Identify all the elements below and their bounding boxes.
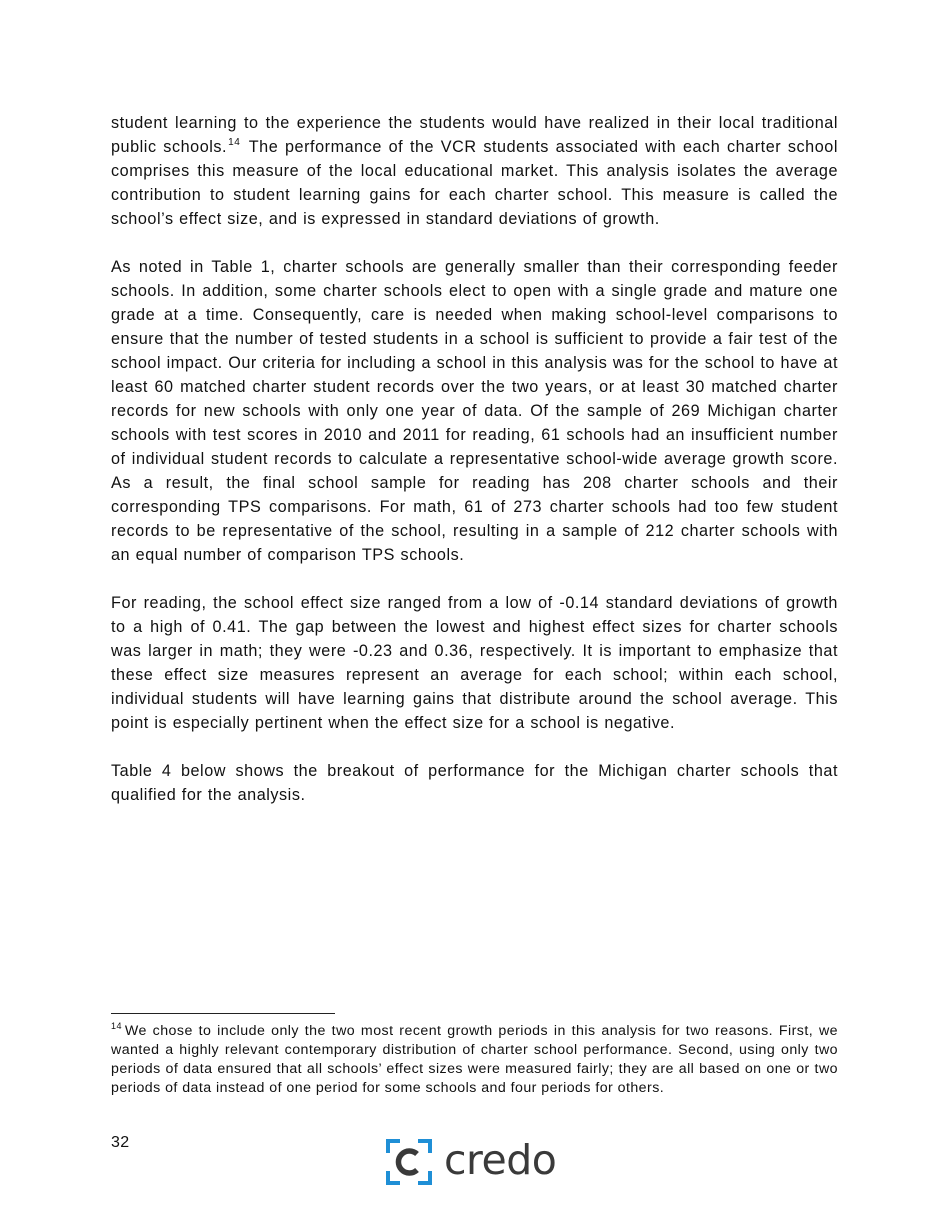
- footnote-divider: [111, 1013, 335, 1014]
- body-text: [111, 111, 838, 831]
- logo-bracket-top-right: [418, 1141, 430, 1153]
- logo-bracket-bottom-right: [418, 1171, 430, 1183]
- footnote-reference[interactable]: 14: [228, 136, 241, 148]
- credo-wordmark: credo: [444, 1136, 557, 1184]
- credo-logo-mark-icon: [386, 1139, 432, 1185]
- credo-logo: [386, 1136, 576, 1188]
- footnote: [111, 1022, 838, 1098]
- paragraph-text-before-ref: student learning to the experience the students would have realized in their local traditional public schools.: [111, 114, 838, 156]
- footnote-text: We chose to include only the two most recent growth periods in this analysis for two reasons. First, we wanted a highly relevant contemporary distribution of charter school performance. Second, using only two periods of data ensured that all schools’ effect sizes were measured fairly; they are all based on one or two periods of data instead of one period for some schools and four periods for others.: [111, 1023, 838, 1096]
- logo-bracket-bottom-left: [388, 1171, 400, 1183]
- paragraph-text-after-ref: The performance of the VCR students associated with each charter school comprises this measure of the local educational market. This analysis isolates the average contribution to student learning gains for each charter school. This measure is called the school’s effect size, and is expressed in standard deviations of growth.: [111, 138, 838, 228]
- logo-bracket-top-left: [388, 1141, 400, 1153]
- page-number: 32: [111, 1134, 130, 1151]
- paragraph-effect-size-range: For reading, the school effect size ranged from a low of -0.14 standard deviations of growth to a high of 0.41. The gap between the lowest and highest effect sizes for charter schools was larger in math; they were -0.23 and 0.36, respectively. It is important to emphasize that these effect size measures represent an average for each school; within each school, individual students will have learning gains that distribute around the school average. This point is especially pertinent when the effect size for a school is negative.: [111, 594, 838, 732]
- logo-inner-c: [398, 1151, 417, 1173]
- paragraph-table-reference: Table 4 below shows the breakout of performance for the Michigan charter schools that qualified for the analysis.: [111, 762, 838, 804]
- paragraph-school-sample: As noted in Table 1, charter schools are generally smaller than their corresponding feeder schools. In addition, some charter schools elect to open with a single grade and mature one grade at a time. Consequently, care is needed when making school-level comparisons to ensure that the number of tested students in a school is sufficient to provide a fair test of the school impact. Our criteria for including a school in this analysis was for the school to have at least 60 matched charter student records over the two years, or at least 30 matched charter records for new schools with only one year of data. Of the sample of 269 Michigan charter schools with test scores in 2010 and 2011 for reading, 61 schools had an insufficient number of individual student records to calculate a representative school-wide average growth score. As a result, the final school sample for reading has 208 charter schools and their corresponding TPS comparisons. For math, 61 of 273 charter schools had too few student records to be representative of the school, resulting in a sample of 212 charter schools with an equal number of comparison TPS schools.: [111, 258, 838, 564]
- paragraph-effect-size-intro: [111, 111, 838, 231]
- footnote-number: 14: [111, 1021, 122, 1032]
